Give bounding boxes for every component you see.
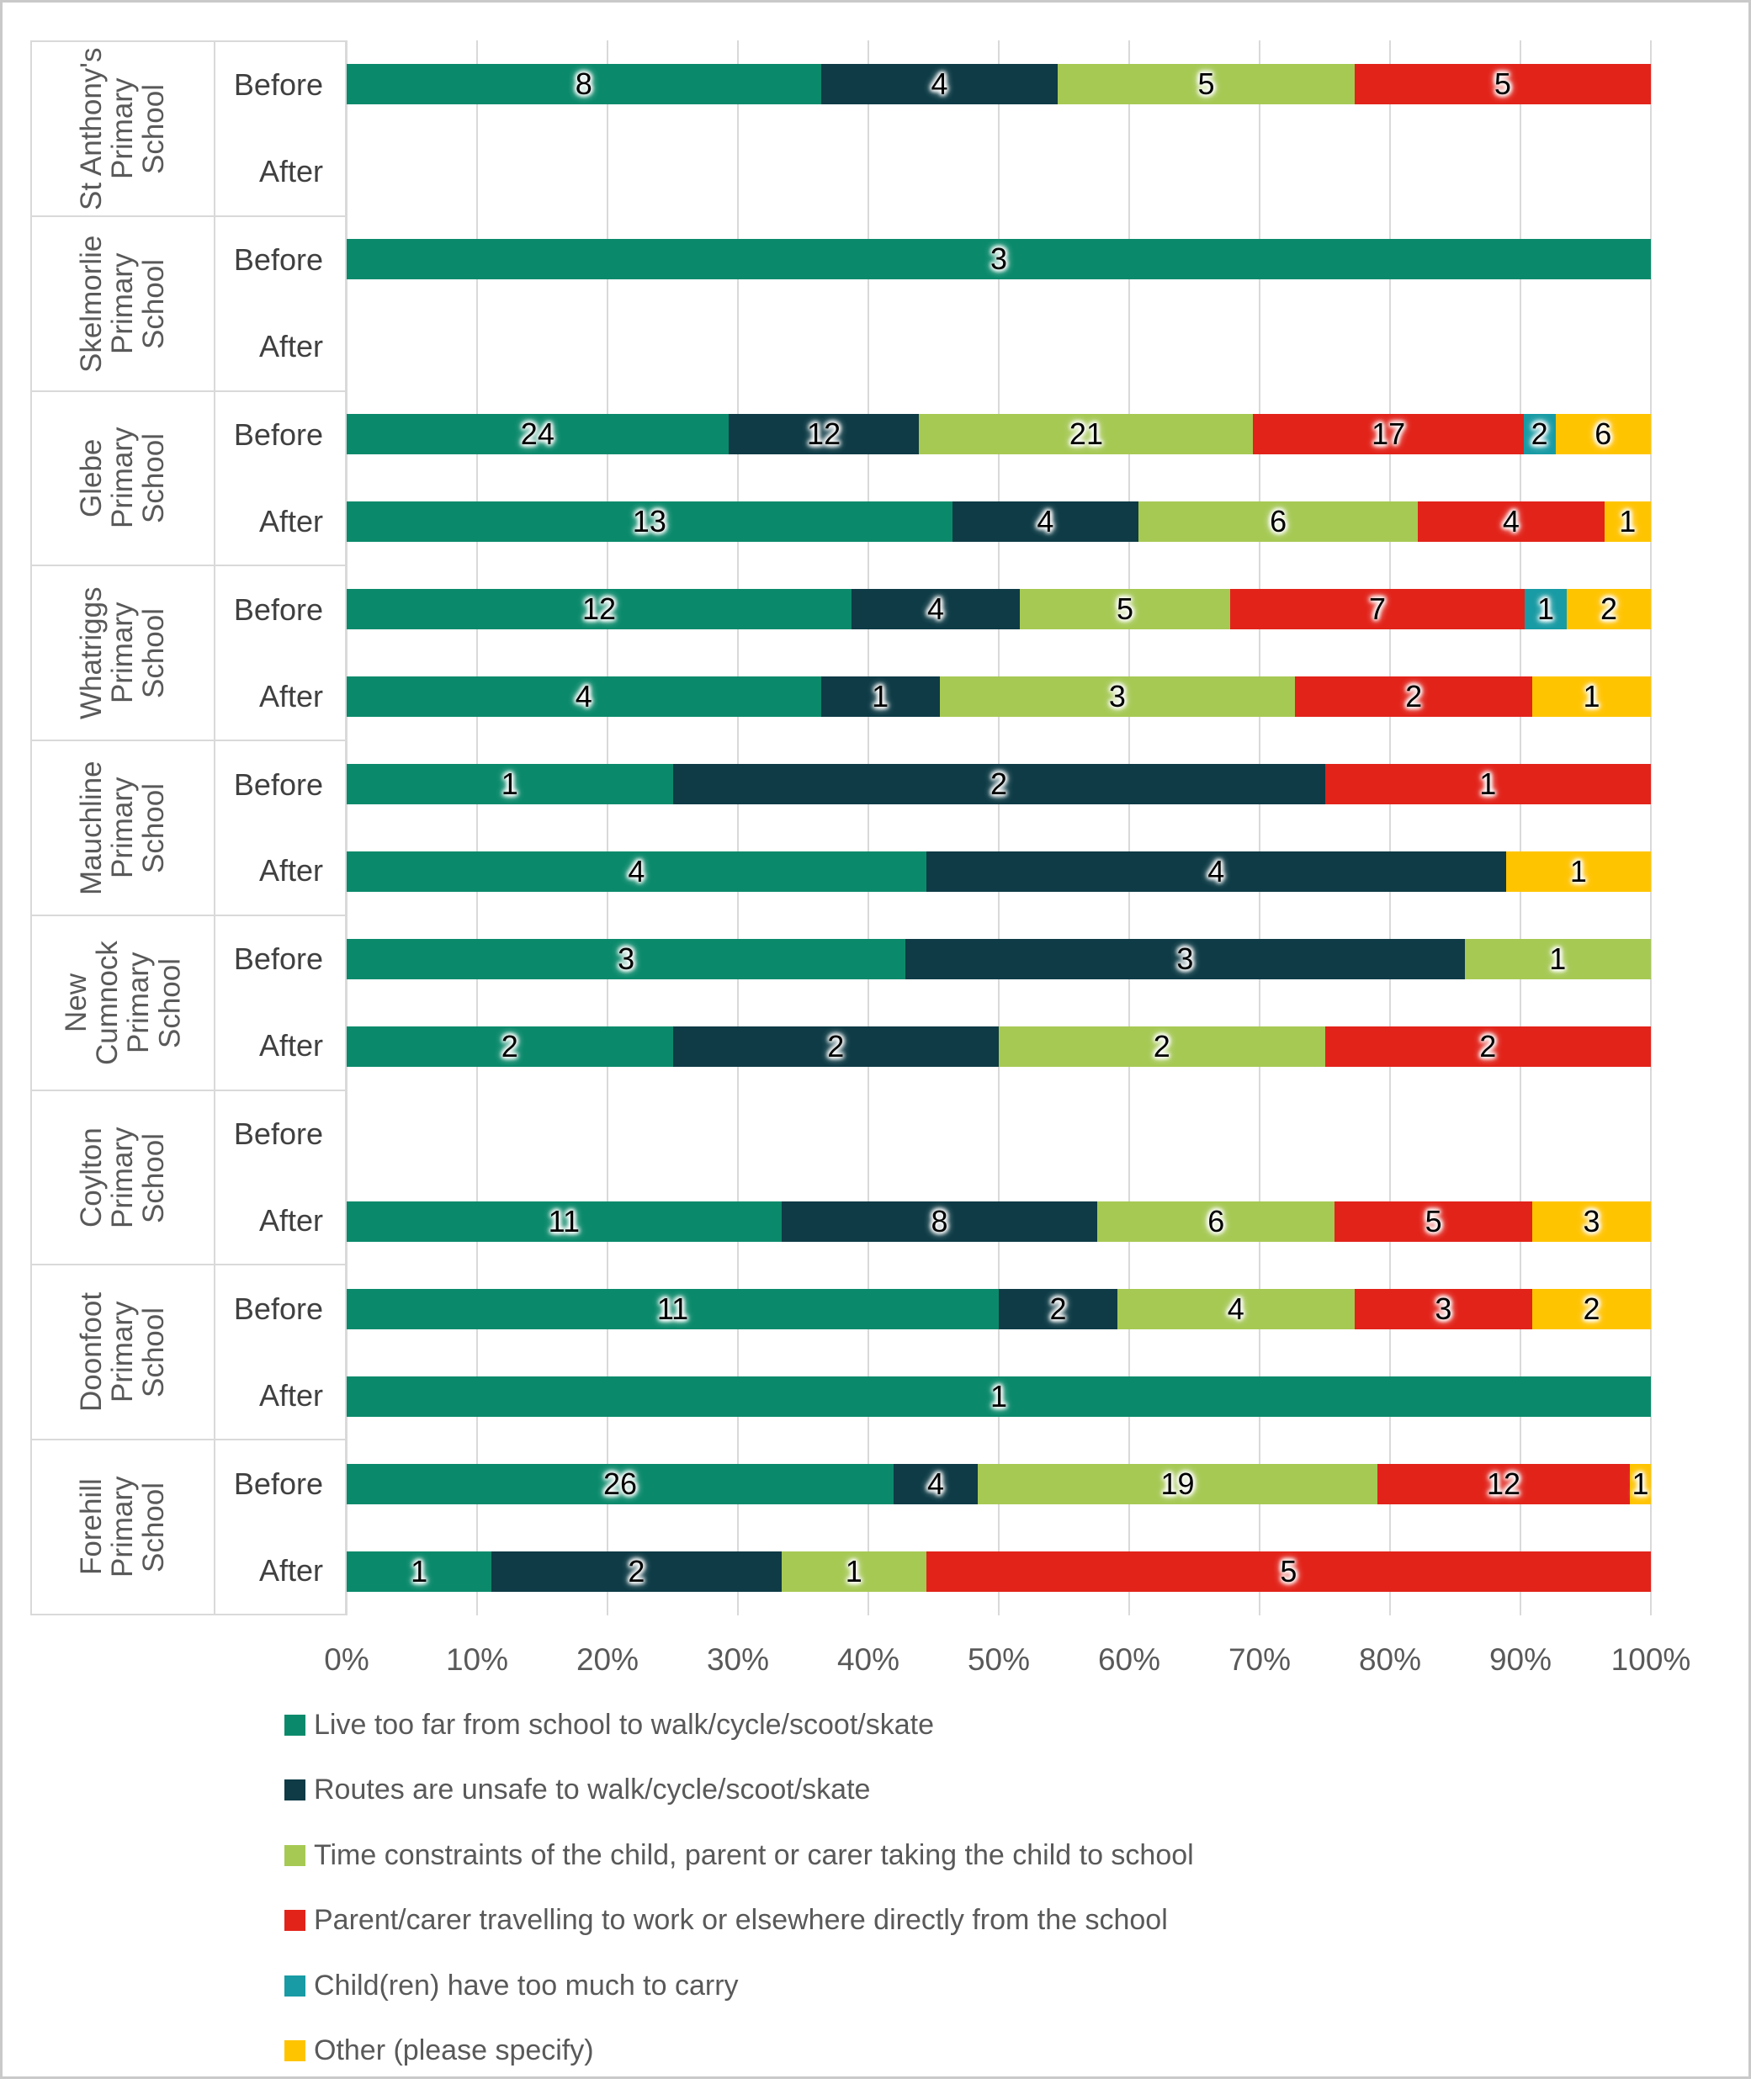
- bar-segment: [1532, 1201, 1651, 1242]
- bar-segment: [919, 414, 1253, 454]
- bar-value-label: 6: [1207, 1204, 1225, 1238]
- period-label-before: Before: [233, 766, 323, 802]
- bar-value-label: 3: [1583, 1204, 1600, 1238]
- bar-value-label: 19: [1160, 1466, 1195, 1501]
- period-label-after: After: [258, 329, 323, 364]
- bar-row: [347, 478, 1651, 565]
- school-name: Skelmorlie Primary School: [75, 234, 171, 373]
- bar-segment: [1567, 589, 1651, 629]
- bar-row: [347, 1003, 1651, 1090]
- bar-value-label: 24: [520, 416, 554, 451]
- legend-swatch: [284, 1715, 305, 1736]
- stacked-bar: [347, 1026, 1651, 1067]
- bar-value-label: 8: [931, 1204, 948, 1238]
- bar-value-label: 12: [581, 591, 617, 626]
- bar-segment: [347, 1464, 894, 1504]
- school-group: [32, 217, 345, 392]
- school-name-cell: [32, 42, 215, 215]
- bar-segment: [347, 414, 729, 454]
- bar-segment: [782, 1551, 926, 1592]
- bar-segment: [905, 939, 1464, 979]
- bar-value-label: 4: [1207, 854, 1225, 888]
- bar-row: [347, 303, 1651, 390]
- bar-row: [347, 565, 1651, 653]
- bar-segment: [1524, 414, 1556, 454]
- school-group: [32, 1265, 345, 1440]
- bar-segment: [347, 764, 673, 804]
- x-tick-label: 70%: [1228, 1642, 1292, 1677]
- bar-value-label: 2: [990, 766, 1008, 801]
- bar-row: [347, 915, 1651, 1003]
- bar-segment: [347, 589, 852, 629]
- bar-segment: [1465, 939, 1651, 979]
- bar-value-label: 3: [1176, 941, 1194, 976]
- legend-swatch: [284, 1845, 305, 1866]
- bar-value-label: 12: [1486, 1466, 1520, 1501]
- bar-segment: [347, 1026, 673, 1067]
- bar-row: [347, 828, 1651, 915]
- bar-value-label: 21: [1069, 416, 1103, 451]
- period-label-after: After: [258, 1028, 323, 1063]
- bar-value-label: 1: [845, 1554, 862, 1588]
- bar-segment: [821, 676, 940, 717]
- bar-row: [347, 390, 1651, 478]
- x-tick-label: 100%: [1610, 1642, 1691, 1677]
- school-name-cell: [32, 217, 215, 390]
- bar-value-label: 1: [990, 1379, 1008, 1413]
- bar-segment: [1355, 1289, 1532, 1329]
- school-name: Mauchline Primary School: [75, 761, 171, 895]
- bar-value-label: 2: [1583, 1291, 1600, 1326]
- stacked-bar: [347, 239, 1651, 279]
- bar-value-label: 1: [1549, 941, 1567, 976]
- legend-label: Parent/carer travelling to work or elsewhere directly from the school: [314, 1904, 1168, 1937]
- bar-value-label: 2: [501, 1029, 518, 1063]
- bar-segment: [1355, 64, 1651, 104]
- bar-segment: [894, 1464, 978, 1504]
- bar-row: [347, 215, 1651, 303]
- bar-segment: [1377, 1464, 1630, 1504]
- bar-segment: [978, 1464, 1377, 1504]
- bar-segment: [1605, 501, 1651, 542]
- bar-value-label: 3: [990, 241, 1008, 276]
- bar-value-label: 5: [1280, 1554, 1297, 1588]
- bar-value-label: 2: [827, 1029, 845, 1063]
- legend-label: Other (please specify): [314, 2034, 594, 2066]
- school-name-cell: [32, 1091, 215, 1265]
- period-label-before: Before: [233, 941, 323, 977]
- school-labels: [30, 40, 347, 1615]
- bar-value-label: 2: [1153, 1029, 1170, 1063]
- bar-segment: [1295, 676, 1532, 717]
- bar-segment: [347, 64, 821, 104]
- legend-item: [284, 1905, 1194, 1936]
- bar-value-label: 5: [1197, 66, 1215, 101]
- bar-row: [347, 653, 1651, 740]
- school-name: St Anthony's Primary School: [75, 47, 171, 210]
- x-tick-label: 50%: [967, 1642, 1031, 1677]
- x-tick-label: 90%: [1488, 1642, 1552, 1677]
- bar-segment: [940, 676, 1296, 717]
- bar-segment: [852, 589, 1020, 629]
- bar-segment: [1138, 501, 1418, 542]
- stacked-bar: [347, 939, 1651, 979]
- bar-value-label: 5: [1116, 591, 1134, 626]
- legend-label: Live too far from school to walk/cycle/scoot/skate: [314, 1709, 934, 1741]
- bar-segment: [491, 1551, 781, 1592]
- stacked-bar: [347, 589, 1651, 629]
- school-name: New Cumnock Primary School: [59, 940, 187, 1065]
- stacked-bar: [347, 1464, 1651, 1504]
- legend-swatch: [284, 1779, 305, 1800]
- bar-value-label: 3: [618, 941, 635, 976]
- school-name: Coylton Primary School: [75, 1127, 171, 1228]
- bar-segment: [1532, 676, 1651, 717]
- school-name: Doonfoot Primary School: [75, 1292, 171, 1413]
- bar-segment: [999, 1026, 1325, 1067]
- school-name-cell: [32, 1440, 215, 1614]
- bar-value-label: 12: [807, 416, 841, 451]
- bar-row: [347, 1353, 1651, 1440]
- bar-value-label: 6: [1270, 504, 1287, 538]
- bar-value-label: 13: [632, 504, 666, 538]
- bar-value-label: 2: [1049, 1291, 1067, 1326]
- bar-value-label: 4: [926, 1466, 944, 1501]
- bar-segment: [821, 64, 1059, 104]
- period-label-after: After: [258, 1552, 323, 1588]
- bar-segment: [1506, 851, 1651, 892]
- school-name-cell: [32, 1265, 215, 1439]
- bar-segment: [347, 851, 926, 892]
- period-label-before: Before: [233, 1466, 323, 1501]
- school-name: Forehill Primary School: [75, 1476, 171, 1578]
- period-label-before: Before: [233, 1291, 323, 1326]
- school-name: Whatriggs Primary School: [75, 586, 171, 720]
- x-tick-label: 80%: [1358, 1642, 1422, 1677]
- school-name: Glebe Primary School: [75, 427, 171, 529]
- period-label-after: After: [258, 853, 323, 888]
- bar-segment: [1230, 589, 1525, 629]
- bar-value-label: 4: [1037, 504, 1054, 538]
- school-group: [32, 42, 345, 217]
- bar-value-label: 8: [575, 66, 592, 101]
- bar-value-label: 2: [1405, 679, 1423, 713]
- bar-row: [347, 1178, 1651, 1265]
- school-group: [32, 1091, 345, 1266]
- stacked-bar: [347, 501, 1651, 542]
- bar-segment: [1097, 1201, 1334, 1242]
- bar-value-label: 2: [1531, 416, 1548, 451]
- bar-segment: [347, 676, 821, 717]
- bar-segment: [347, 939, 905, 979]
- bar-value-label: 1: [411, 1554, 428, 1588]
- bar-value-label: 1: [1536, 591, 1555, 626]
- school-group: [32, 741, 345, 916]
- legend-swatch: [284, 1910, 305, 1931]
- stacked-bar: [347, 1376, 1651, 1417]
- legend-item: [284, 2035, 1194, 2066]
- x-tick-label: 0%: [324, 1642, 369, 1677]
- stacked-bar: [347, 676, 1651, 717]
- bar-row: [347, 740, 1651, 828]
- bar-row: [347, 128, 1651, 215]
- legend-swatch: [284, 1975, 305, 1997]
- stacked-bar: [347, 1289, 1651, 1329]
- bar-value-label: 3: [1108, 679, 1126, 713]
- bar-value-label: 1: [872, 679, 889, 713]
- bar-value-label: 11: [548, 1204, 581, 1238]
- x-tick-label: 10%: [445, 1642, 509, 1677]
- bar-segment: [347, 239, 1651, 279]
- bar-value-label: 1: [1619, 504, 1637, 538]
- bar-segment: [926, 1551, 1651, 1592]
- bar-row: [347, 1090, 1651, 1178]
- legend-item: [284, 1710, 1194, 1741]
- legend-item: [284, 1840, 1194, 1871]
- bar-row: [347, 1528, 1651, 1615]
- bar-value-label: 11: [656, 1291, 689, 1326]
- period-label-before: Before: [233, 242, 323, 278]
- bar-value-label: 1: [1479, 766, 1497, 801]
- period-label-after: After: [258, 678, 323, 713]
- bar-segment: [1556, 414, 1651, 454]
- school-group: [32, 916, 345, 1091]
- bar-row: [347, 40, 1651, 128]
- bar-value-label: 4: [931, 66, 948, 101]
- school-name-cell: [32, 566, 215, 740]
- x-axis: [324, 1642, 1691, 1686]
- bar-value-label: 26: [602, 1466, 638, 1501]
- bar-segment: [1630, 1464, 1651, 1504]
- stacked-bar: [347, 764, 1651, 804]
- bar-segment: [1117, 1289, 1355, 1329]
- bar-value-label: 4: [926, 591, 945, 626]
- legend-swatch: [284, 2040, 305, 2061]
- stacked-bar: [347, 851, 1651, 892]
- period-label-before: Before: [233, 417, 323, 452]
- bar-segment: [782, 1201, 1098, 1242]
- bar-segment: [1020, 589, 1230, 629]
- bar-segment: [1325, 764, 1652, 804]
- period-label-before: Before: [233, 1116, 323, 1152]
- bar-value-label: 2: [628, 1554, 645, 1588]
- stacked-bar: [347, 1201, 1651, 1242]
- bar-value-label: 2: [1600, 591, 1618, 626]
- bar-segment: [673, 1026, 1000, 1067]
- bar-segment: [999, 1289, 1117, 1329]
- period-label-after: After: [258, 1377, 323, 1413]
- bar-segment: [729, 414, 920, 454]
- school-group: [32, 566, 345, 741]
- bar-segment: [1532, 1289, 1651, 1329]
- school-group: [32, 1440, 345, 1614]
- bar-value-label: 17: [1372, 416, 1406, 451]
- legend: [284, 1710, 1194, 2100]
- bar-value-label: 5: [1494, 66, 1511, 101]
- x-tick-label: 20%: [576, 1642, 639, 1677]
- school-group: [32, 392, 345, 567]
- bar-value-label: 3: [1435, 1291, 1452, 1326]
- bar-segment: [926, 851, 1506, 892]
- bar-segment: [1058, 64, 1354, 104]
- bar-value-label: 1: [501, 766, 518, 801]
- legend-label: Child(ren) have too much to carry: [314, 1969, 739, 2002]
- bar-segment: [1325, 1026, 1652, 1067]
- bar-value-label: 1: [1583, 679, 1600, 713]
- bar-segment: [347, 1376, 1651, 1417]
- legend-label: Time constraints of the child, parent or carer taking the child to school: [314, 1838, 1194, 1871]
- bar-segment: [347, 1201, 782, 1242]
- bar-value-label: 1: [1632, 1466, 1649, 1501]
- bar-segment: [673, 764, 1325, 804]
- period-label-before: Before: [233, 67, 323, 103]
- bar-value-label: 1: [1569, 854, 1587, 888]
- bar-segment: [347, 1551, 491, 1592]
- bar-row: [347, 1265, 1651, 1353]
- stacked-bar: [347, 64, 1651, 104]
- period-label-after: After: [258, 503, 323, 538]
- bar-segment: [1253, 414, 1523, 454]
- bar-value-label: 4: [1502, 504, 1520, 538]
- bar-segment: [952, 501, 1138, 542]
- legend-item: [284, 1774, 1194, 1806]
- bar-row: [347, 1440, 1651, 1528]
- period-label-after: After: [258, 1203, 323, 1238]
- legend-label: Routes are unsafe to walk/cycle/scoot/skate: [314, 1774, 871, 1806]
- bar-value-label: 2: [1479, 1029, 1497, 1063]
- period-label-before: Before: [233, 591, 323, 627]
- bar-value-label: 4: [1227, 1291, 1244, 1326]
- x-tick-label: 40%: [836, 1642, 900, 1677]
- bar-value-label: 5: [1425, 1204, 1442, 1238]
- bar-segment: [1525, 589, 1567, 629]
- bar-segment: [1418, 501, 1604, 542]
- stacked-bar: [347, 1551, 1651, 1592]
- stacked-bar: [347, 414, 1651, 454]
- plot-area: [347, 40, 1651, 1615]
- bar-value-label: 4: [628, 854, 645, 888]
- school-name-cell: [32, 916, 215, 1090]
- bar-segment: [347, 1289, 999, 1329]
- bar-segment: [1334, 1201, 1532, 1242]
- bar-value-label: 7: [1368, 591, 1387, 626]
- x-tick-label: 30%: [706, 1642, 770, 1677]
- legend-item: [284, 1970, 1194, 2002]
- period-label-after: After: [258, 154, 323, 189]
- bar-segment: [347, 501, 952, 542]
- bar-value-label: 4: [575, 679, 592, 713]
- bar-value-label: 6: [1594, 416, 1612, 451]
- school-name-cell: [32, 392, 215, 565]
- x-tick-label: 60%: [1097, 1642, 1161, 1677]
- school-name-cell: [32, 741, 215, 915]
